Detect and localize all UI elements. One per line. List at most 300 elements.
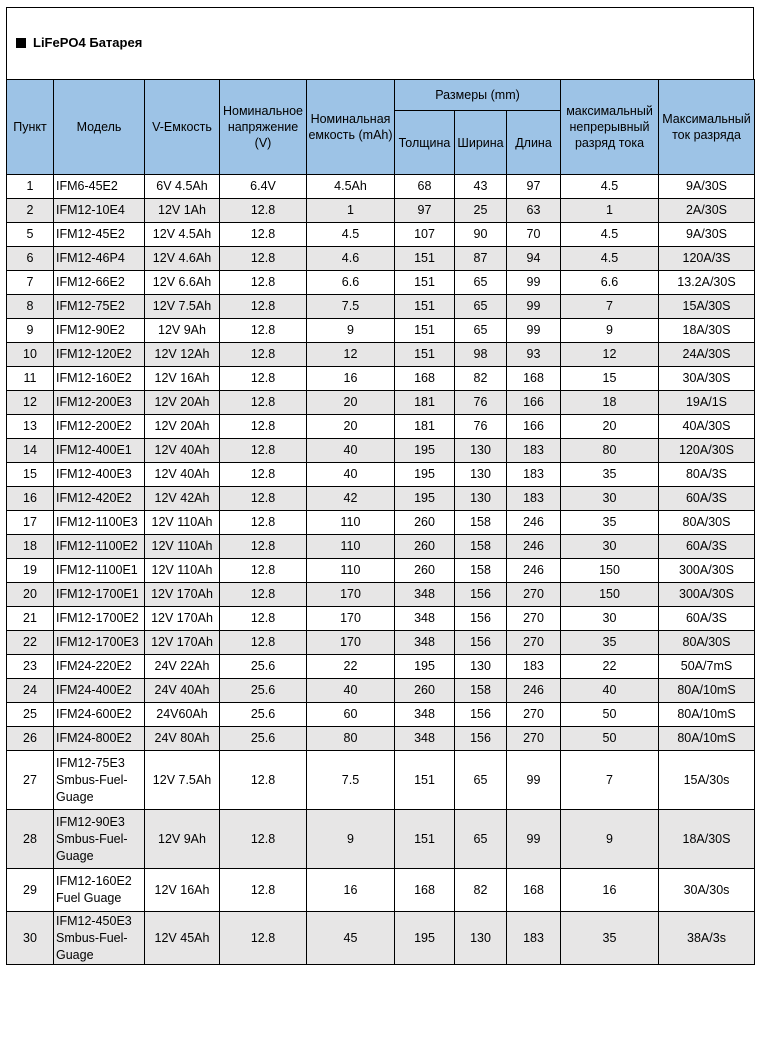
cell-nominal-voltage: 12.8 bbox=[220, 367, 307, 391]
table-row bbox=[7, 223, 755, 247]
table-row bbox=[7, 463, 755, 487]
cell-capacity: 12V 40Ah bbox=[145, 463, 220, 487]
cell-max-continuous: 150 bbox=[561, 559, 659, 583]
cell-thickness: 260 bbox=[395, 511, 455, 535]
table-row bbox=[7, 869, 755, 912]
cell-max-continuous: 35 bbox=[561, 511, 659, 535]
cell-capacity: 12V 40Ah bbox=[145, 439, 220, 463]
cell-max-current: 80A/3S bbox=[659, 463, 755, 487]
cell-length: 99 bbox=[507, 295, 561, 319]
table-row bbox=[7, 535, 755, 559]
table-row bbox=[7, 607, 755, 631]
cell-item: 6 bbox=[7, 247, 54, 271]
cell-thickness: 348 bbox=[395, 631, 455, 655]
cell-model: IFM12-400E3 bbox=[54, 463, 145, 487]
cell-capacity: 12V 4.5Ah bbox=[145, 223, 220, 247]
cell-max-current: 60A/3S bbox=[659, 487, 755, 511]
cell-max-current: 13.2A/30S bbox=[659, 271, 755, 295]
cell-width: 156 bbox=[455, 703, 507, 727]
cell-max-continuous: 15 bbox=[561, 367, 659, 391]
cell-max-current: 80A/30S bbox=[659, 631, 755, 655]
cell-nominal-voltage: 12.8 bbox=[220, 751, 307, 810]
cell-length: 99 bbox=[507, 271, 561, 295]
cell-max-continuous: 7 bbox=[561, 295, 659, 319]
cell-capacity: 12V 7.5Ah bbox=[145, 295, 220, 319]
table-row bbox=[7, 271, 755, 295]
cell-nominal-capacity: 20 bbox=[307, 391, 395, 415]
cell-item: 2 bbox=[7, 199, 54, 223]
cell-model: IFM24-600E2 bbox=[54, 703, 145, 727]
cell-width: 65 bbox=[455, 751, 507, 810]
cell-length: 166 bbox=[507, 415, 561, 439]
table-row bbox=[7, 751, 755, 810]
table-row bbox=[7, 319, 755, 343]
cell-thickness: 168 bbox=[395, 869, 455, 912]
table-row bbox=[7, 631, 755, 655]
cell-capacity: 12V 42Ah bbox=[145, 487, 220, 511]
cell-thickness: 151 bbox=[395, 810, 455, 869]
cell-nominal-capacity: 80 bbox=[307, 727, 395, 751]
cell-model: IFM12-160E2 Fuel Guage bbox=[54, 869, 145, 912]
cell-max-current: 19A/1S bbox=[659, 391, 755, 415]
cell-thickness: 151 bbox=[395, 319, 455, 343]
cell-thickness: 195 bbox=[395, 463, 455, 487]
table-body bbox=[7, 175, 755, 965]
cell-item: 22 bbox=[7, 631, 54, 655]
cell-thickness: 151 bbox=[395, 295, 455, 319]
cell-nominal-voltage: 12.8 bbox=[220, 391, 307, 415]
cell-max-continuous: 50 bbox=[561, 727, 659, 751]
cell-nominal-voltage: 12.8 bbox=[220, 869, 307, 912]
cell-width: 65 bbox=[455, 319, 507, 343]
table-row bbox=[7, 439, 755, 463]
cell-nominal-capacity: 40 bbox=[307, 463, 395, 487]
cell-nominal-voltage: 25.6 bbox=[220, 655, 307, 679]
cell-model: IFM24-400E2 bbox=[54, 679, 145, 703]
battery-spec-table bbox=[6, 79, 755, 965]
cell-nominal-capacity: 16 bbox=[307, 869, 395, 912]
cell-width: 130 bbox=[455, 912, 507, 965]
cell-max-continuous: 50 bbox=[561, 703, 659, 727]
cell-width: 130 bbox=[455, 463, 507, 487]
header-model: Модель bbox=[54, 80, 145, 175]
cell-item: 20 bbox=[7, 583, 54, 607]
cell-max-continuous: 9 bbox=[561, 810, 659, 869]
cell-nominal-voltage: 12.8 bbox=[220, 463, 307, 487]
square-bullet-icon bbox=[16, 38, 26, 48]
cell-model: IFM12-160E2 bbox=[54, 367, 145, 391]
cell-thickness: 348 bbox=[395, 583, 455, 607]
cell-nominal-voltage: 12.8 bbox=[220, 199, 307, 223]
cell-thickness: 195 bbox=[395, 439, 455, 463]
cell-item: 18 bbox=[7, 535, 54, 559]
cell-item: 13 bbox=[7, 415, 54, 439]
cell-length: 168 bbox=[507, 367, 561, 391]
cell-length: 166 bbox=[507, 391, 561, 415]
cell-width: 158 bbox=[455, 511, 507, 535]
cell-length: 70 bbox=[507, 223, 561, 247]
cell-length: 97 bbox=[507, 175, 561, 199]
cell-length: 246 bbox=[507, 559, 561, 583]
header-max-discharge-current: Максимальный ток разряда bbox=[659, 80, 755, 175]
cell-max-continuous: 4.5 bbox=[561, 223, 659, 247]
cell-item: 26 bbox=[7, 727, 54, 751]
cell-thickness: 181 bbox=[395, 391, 455, 415]
cell-nominal-capacity: 60 bbox=[307, 703, 395, 727]
cell-max-current: 80A/30S bbox=[659, 511, 755, 535]
cell-nominal-capacity: 4.5Ah bbox=[307, 175, 395, 199]
cell-capacity: 12V 7.5Ah bbox=[145, 751, 220, 810]
cell-thickness: 68 bbox=[395, 175, 455, 199]
cell-nominal-capacity: 1 bbox=[307, 199, 395, 223]
cell-thickness: 151 bbox=[395, 247, 455, 271]
cell-length: 270 bbox=[507, 727, 561, 751]
cell-capacity: 12V 45Ah bbox=[145, 912, 220, 965]
cell-length: 270 bbox=[507, 583, 561, 607]
cell-width: 76 bbox=[455, 415, 507, 439]
cell-thickness: 151 bbox=[395, 271, 455, 295]
cell-model: IFM12-90E3 Smbus-Fuel-Guage bbox=[54, 810, 145, 869]
cell-item: 27 bbox=[7, 751, 54, 810]
cell-width: 158 bbox=[455, 535, 507, 559]
cell-max-continuous: 9 bbox=[561, 319, 659, 343]
cell-nominal-voltage: 12.8 bbox=[220, 559, 307, 583]
cell-nominal-voltage: 12.8 bbox=[220, 295, 307, 319]
cell-thickness: 97 bbox=[395, 199, 455, 223]
cell-capacity: 12V 110Ah bbox=[145, 535, 220, 559]
cell-width: 65 bbox=[455, 810, 507, 869]
table-row bbox=[7, 912, 755, 965]
cell-max-current: 18A/30S bbox=[659, 319, 755, 343]
cell-max-current: 80A/10mS bbox=[659, 727, 755, 751]
cell-nominal-capacity: 170 bbox=[307, 631, 395, 655]
cell-nominal-voltage: 12.8 bbox=[220, 535, 307, 559]
page-title bbox=[16, 35, 142, 50]
cell-max-continuous: 6.6 bbox=[561, 271, 659, 295]
cell-thickness: 181 bbox=[395, 415, 455, 439]
cell-length: 93 bbox=[507, 343, 561, 367]
table-row bbox=[7, 511, 755, 535]
header-length: Длина bbox=[507, 111, 561, 175]
cell-nominal-voltage: 12.8 bbox=[220, 810, 307, 869]
cell-nominal-voltage: 12.8 bbox=[220, 343, 307, 367]
cell-max-continuous: 18 bbox=[561, 391, 659, 415]
cell-length: 246 bbox=[507, 511, 561, 535]
page-title-text: LiFePO4 Батарея bbox=[33, 35, 143, 50]
cell-item: 28 bbox=[7, 810, 54, 869]
cell-thickness: 348 bbox=[395, 727, 455, 751]
header-thickness: Толщина bbox=[395, 111, 455, 175]
cell-nominal-capacity: 45 bbox=[307, 912, 395, 965]
cell-max-current: 2A/30S bbox=[659, 199, 755, 223]
header-dimensions: Размеры (mm) bbox=[395, 80, 561, 111]
cell-width: 82 bbox=[455, 367, 507, 391]
cell-length: 270 bbox=[507, 703, 561, 727]
cell-item: 29 bbox=[7, 869, 54, 912]
cell-model: IFM12-1700E2 bbox=[54, 607, 145, 631]
cell-nominal-voltage: 12.8 bbox=[220, 247, 307, 271]
cell-thickness: 195 bbox=[395, 655, 455, 679]
cell-capacity: 12V 16Ah bbox=[145, 869, 220, 912]
cell-model: IFM12-10E4 bbox=[54, 199, 145, 223]
cell-max-continuous: 22 bbox=[561, 655, 659, 679]
cell-max-continuous: 30 bbox=[561, 607, 659, 631]
cell-length: 183 bbox=[507, 487, 561, 511]
cell-item: 19 bbox=[7, 559, 54, 583]
cell-max-continuous: 35 bbox=[561, 912, 659, 965]
table-row bbox=[7, 679, 755, 703]
cell-model: IFM12-75E3 Smbus-Fuel-Guage bbox=[54, 751, 145, 810]
table-row bbox=[7, 199, 755, 223]
cell-thickness: 107 bbox=[395, 223, 455, 247]
cell-nominal-voltage: 12.8 bbox=[220, 487, 307, 511]
cell-max-continuous: 4.5 bbox=[561, 247, 659, 271]
header-item: Пункт bbox=[7, 80, 54, 175]
cell-nominal-voltage: 12.8 bbox=[220, 439, 307, 463]
cell-width: 156 bbox=[455, 607, 507, 631]
cell-nominal-capacity: 16 bbox=[307, 367, 395, 391]
cell-capacity: 12V 16Ah bbox=[145, 367, 220, 391]
cell-model: IFM12-45E2 bbox=[54, 223, 145, 247]
cell-max-current: 15A/30s bbox=[659, 751, 755, 810]
cell-max-current: 30A/30s bbox=[659, 869, 755, 912]
cell-item: 12 bbox=[7, 391, 54, 415]
cell-max-current: 120A/3S bbox=[659, 247, 755, 271]
cell-max-current: 50A/7mS bbox=[659, 655, 755, 679]
title-box bbox=[6, 7, 754, 79]
cell-length: 99 bbox=[507, 319, 561, 343]
cell-width: 130 bbox=[455, 487, 507, 511]
cell-length: 94 bbox=[507, 247, 561, 271]
cell-model: IFM12-1700E1 bbox=[54, 583, 145, 607]
cell-item: 7 bbox=[7, 271, 54, 295]
cell-nominal-voltage: 12.8 bbox=[220, 631, 307, 655]
cell-max-current: 18A/30S bbox=[659, 810, 755, 869]
cell-width: 65 bbox=[455, 295, 507, 319]
cell-model: IFM12-200E2 bbox=[54, 415, 145, 439]
cell-length: 270 bbox=[507, 607, 561, 631]
cell-item: 30 bbox=[7, 912, 54, 965]
cell-length: 183 bbox=[507, 463, 561, 487]
cell-max-continuous: 30 bbox=[561, 487, 659, 511]
cell-width: 158 bbox=[455, 679, 507, 703]
cell-nominal-capacity: 110 bbox=[307, 511, 395, 535]
cell-model: IFM12-46P4 bbox=[54, 247, 145, 271]
cell-item: 15 bbox=[7, 463, 54, 487]
cell-nominal-capacity: 20 bbox=[307, 415, 395, 439]
cell-capacity: 6V 4.5Ah bbox=[145, 175, 220, 199]
cell-capacity: 24V 40Ah bbox=[145, 679, 220, 703]
cell-length: 183 bbox=[507, 439, 561, 463]
cell-nominal-capacity: 7.5 bbox=[307, 295, 395, 319]
cell-item: 17 bbox=[7, 511, 54, 535]
cell-thickness: 348 bbox=[395, 703, 455, 727]
cell-length: 168 bbox=[507, 869, 561, 912]
cell-width: 87 bbox=[455, 247, 507, 271]
cell-item: 1 bbox=[7, 175, 54, 199]
cell-model: IFM12-90E2 bbox=[54, 319, 145, 343]
cell-width: 90 bbox=[455, 223, 507, 247]
cell-item: 10 bbox=[7, 343, 54, 367]
cell-nominal-voltage: 12.8 bbox=[220, 415, 307, 439]
cell-item: 23 bbox=[7, 655, 54, 679]
cell-thickness: 195 bbox=[395, 487, 455, 511]
cell-nominal-voltage: 25.6 bbox=[220, 703, 307, 727]
cell-capacity: 12V 9Ah bbox=[145, 319, 220, 343]
cell-thickness: 151 bbox=[395, 343, 455, 367]
cell-nominal-voltage: 25.6 bbox=[220, 727, 307, 751]
cell-model: IFM12-1100E2 bbox=[54, 535, 145, 559]
table-row bbox=[7, 487, 755, 511]
cell-thickness: 260 bbox=[395, 535, 455, 559]
cell-max-continuous: 40 bbox=[561, 679, 659, 703]
cell-max-continuous: 150 bbox=[561, 583, 659, 607]
cell-capacity: 12V 20Ah bbox=[145, 415, 220, 439]
cell-capacity: 12V 170Ah bbox=[145, 631, 220, 655]
cell-length: 183 bbox=[507, 912, 561, 965]
cell-width: 158 bbox=[455, 559, 507, 583]
table-row bbox=[7, 175, 755, 199]
cell-capacity: 12V 110Ah bbox=[145, 559, 220, 583]
cell-item: 11 bbox=[7, 367, 54, 391]
cell-item: 24 bbox=[7, 679, 54, 703]
cell-max-current: 15A/30S bbox=[659, 295, 755, 319]
cell-item: 21 bbox=[7, 607, 54, 631]
cell-max-current: 9A/30S bbox=[659, 223, 755, 247]
table-row bbox=[7, 583, 755, 607]
cell-model: IFM12-75E2 bbox=[54, 295, 145, 319]
cell-nominal-voltage: 25.6 bbox=[220, 679, 307, 703]
cell-nominal-capacity: 40 bbox=[307, 439, 395, 463]
cell-capacity: 12V 170Ah bbox=[145, 607, 220, 631]
cell-max-current: 60A/3S bbox=[659, 607, 755, 631]
cell-model: IFM12-1100E1 bbox=[54, 559, 145, 583]
cell-capacity: 24V 22Ah bbox=[145, 655, 220, 679]
cell-nominal-capacity: 110 bbox=[307, 559, 395, 583]
cell-capacity: 12V 6.6Ah bbox=[145, 271, 220, 295]
cell-nominal-capacity: 9 bbox=[307, 319, 395, 343]
cell-max-current: 30A/30S bbox=[659, 367, 755, 391]
cell-nominal-capacity: 9 bbox=[307, 810, 395, 869]
cell-item: 9 bbox=[7, 319, 54, 343]
cell-model: IFM24-800E2 bbox=[54, 727, 145, 751]
cell-width: 130 bbox=[455, 439, 507, 463]
cell-width: 65 bbox=[455, 271, 507, 295]
cell-length: 183 bbox=[507, 655, 561, 679]
table-row bbox=[7, 655, 755, 679]
cell-model: IFM12-1100E3 bbox=[54, 511, 145, 535]
cell-model: IFM12-200E3 bbox=[54, 391, 145, 415]
table-row bbox=[7, 391, 755, 415]
cell-thickness: 168 bbox=[395, 367, 455, 391]
cell-nominal-capacity: 22 bbox=[307, 655, 395, 679]
cell-nominal-capacity: 40 bbox=[307, 679, 395, 703]
cell-nominal-voltage: 12.8 bbox=[220, 583, 307, 607]
cell-max-continuous: 35 bbox=[561, 631, 659, 655]
cell-capacity: 12V 1Ah bbox=[145, 199, 220, 223]
cell-length: 246 bbox=[507, 535, 561, 559]
header-width: Ширина bbox=[455, 111, 507, 175]
cell-capacity: 24V60Ah bbox=[145, 703, 220, 727]
table-row bbox=[7, 703, 755, 727]
cell-max-current: 9A/30S bbox=[659, 175, 755, 199]
cell-length: 63 bbox=[507, 199, 561, 223]
cell-model: IFM12-450E3 Smbus-Fuel-Guage bbox=[54, 912, 145, 965]
cell-model: IFM6-45E2 bbox=[54, 175, 145, 199]
cell-max-continuous: 4.5 bbox=[561, 175, 659, 199]
cell-length: 99 bbox=[507, 751, 561, 810]
cell-max-current: 24A/30S bbox=[659, 343, 755, 367]
cell-max-current: 80A/10mS bbox=[659, 679, 755, 703]
cell-nominal-capacity: 6.6 bbox=[307, 271, 395, 295]
cell-nominal-voltage: 12.8 bbox=[220, 511, 307, 535]
header-capacity: V-Емкость bbox=[145, 80, 220, 175]
table-row bbox=[7, 367, 755, 391]
header-nominal-capacity: Номинальная емкость (mAh) bbox=[307, 80, 395, 175]
cell-nominal-voltage: 12.8 bbox=[220, 271, 307, 295]
cell-max-continuous: 35 bbox=[561, 463, 659, 487]
cell-capacity: 12V 110Ah bbox=[145, 511, 220, 535]
cell-item: 16 bbox=[7, 487, 54, 511]
cell-width: 25 bbox=[455, 199, 507, 223]
cell-nominal-capacity: 4.5 bbox=[307, 223, 395, 247]
cell-model: IFM24-220E2 bbox=[54, 655, 145, 679]
cell-max-continuous: 1 bbox=[561, 199, 659, 223]
cell-max-current: 60A/3S bbox=[659, 535, 755, 559]
cell-thickness: 195 bbox=[395, 912, 455, 965]
cell-width: 156 bbox=[455, 727, 507, 751]
cell-thickness: 348 bbox=[395, 607, 455, 631]
cell-max-current: 120A/30S bbox=[659, 439, 755, 463]
cell-capacity: 12V 20Ah bbox=[145, 391, 220, 415]
cell-max-current: 300A/30S bbox=[659, 583, 755, 607]
cell-nominal-voltage: 12.8 bbox=[220, 223, 307, 247]
cell-max-current: 300A/30S bbox=[659, 559, 755, 583]
cell-nominal-capacity: 4.6 bbox=[307, 247, 395, 271]
cell-width: 43 bbox=[455, 175, 507, 199]
cell-max-continuous: 80 bbox=[561, 439, 659, 463]
cell-model: IFM12-66E2 bbox=[54, 271, 145, 295]
table-row bbox=[7, 247, 755, 271]
cell-model: IFM12-400E1 bbox=[54, 439, 145, 463]
cell-max-current: 40A/30S bbox=[659, 415, 755, 439]
cell-max-current: 80A/10mS bbox=[659, 703, 755, 727]
cell-nominal-voltage: 12.8 bbox=[220, 912, 307, 965]
cell-nominal-capacity: 7.5 bbox=[307, 751, 395, 810]
cell-model: IFM12-1700E3 bbox=[54, 631, 145, 655]
cell-nominal-voltage: 12.8 bbox=[220, 607, 307, 631]
table-row bbox=[7, 727, 755, 751]
cell-item: 25 bbox=[7, 703, 54, 727]
cell-nominal-voltage: 6.4V bbox=[220, 175, 307, 199]
cell-max-continuous: 16 bbox=[561, 869, 659, 912]
cell-capacity: 12V 4.6Ah bbox=[145, 247, 220, 271]
cell-width: 76 bbox=[455, 391, 507, 415]
cell-model: IFM12-120E2 bbox=[54, 343, 145, 367]
cell-nominal-capacity: 110 bbox=[307, 535, 395, 559]
table-row bbox=[7, 810, 755, 869]
cell-length: 99 bbox=[507, 810, 561, 869]
header-max-continuous-discharge: максимальный непрерывный разряд тока bbox=[561, 80, 659, 175]
cell-nominal-capacity: 170 bbox=[307, 583, 395, 607]
cell-nominal-capacity: 12 bbox=[307, 343, 395, 367]
cell-thickness: 260 bbox=[395, 559, 455, 583]
cell-max-continuous: 20 bbox=[561, 415, 659, 439]
cell-thickness: 260 bbox=[395, 679, 455, 703]
cell-max-current: 38A/3s bbox=[659, 912, 755, 965]
table-row bbox=[7, 295, 755, 319]
cell-max-continuous: 30 bbox=[561, 535, 659, 559]
